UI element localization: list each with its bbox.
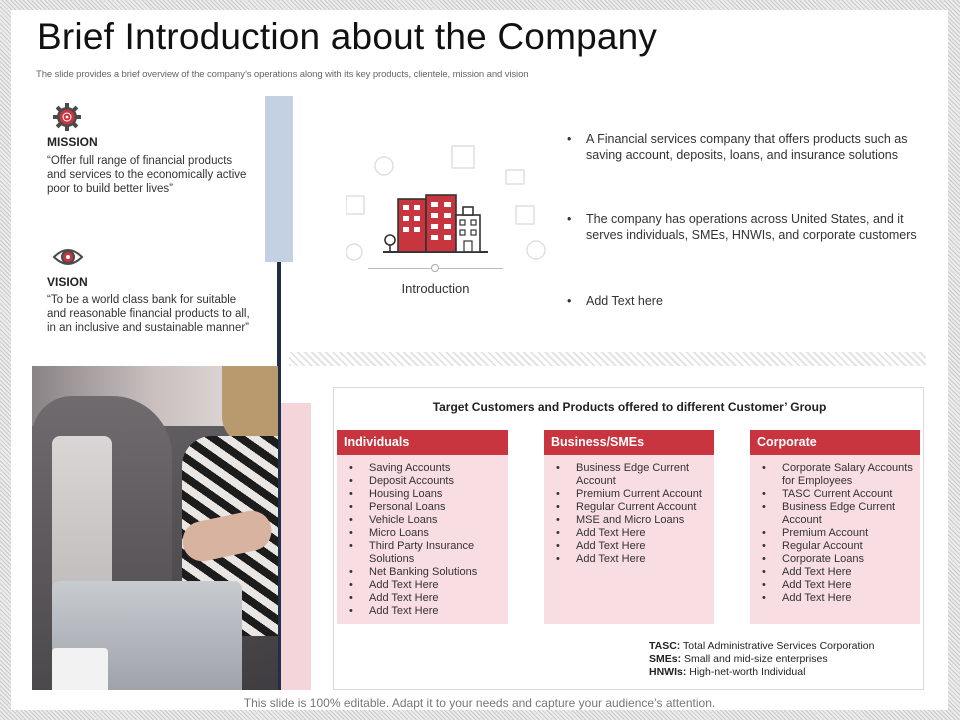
abbreviation-note: SMEs: Small and mid-size enterprises xyxy=(649,653,828,665)
overview-bullet: • The company has operations across United States, and it serves individuals, SMEs, HNWIs, and corporate customers xyxy=(567,212,917,242)
slide xyxy=(11,10,948,710)
list-item: • Saving Accounts xyxy=(349,462,504,475)
list-item: • Add Text Here xyxy=(556,553,710,566)
page-subtitle: The slide provides a brief overview of the company’s operations along with its key products, clientele, mission and vision xyxy=(36,69,529,80)
overview-bullet: • A Financial services company that offers products such as saving account, deposits, loans, and insurance solutions xyxy=(567,132,908,162)
abbreviation-note: HNWIs: High-net-worth Individual xyxy=(649,666,806,678)
list-item: • TASC Current Account xyxy=(762,488,916,501)
overview-bullet: • Add Text here xyxy=(567,294,663,308)
page-title: Brief Introduction about the Company xyxy=(37,16,658,57)
list-item: • Premium Account xyxy=(762,527,916,540)
decorative-pink-block xyxy=(281,403,311,690)
decorative-blue-bar xyxy=(265,96,293,262)
business-meeting-photo xyxy=(32,366,278,690)
column-individuals xyxy=(337,430,508,624)
building-icon xyxy=(383,193,488,255)
column-heading: Business/SMEs xyxy=(544,430,714,455)
footer-note: This slide is 100% editable. Adapt it to your needs and capture your audience’s attention. xyxy=(243,696,716,710)
list-item: • Add Text Here xyxy=(762,592,916,605)
list-item: • Add Text Here xyxy=(762,579,916,592)
list-item: • Vehicle Loans xyxy=(349,514,504,527)
list-item: • Regular Current Account xyxy=(556,501,710,514)
list-item: • Corporate Salary Accounts for Employees xyxy=(762,462,916,488)
list-item: • Micro Loans xyxy=(349,527,504,540)
list-item: • Add Text Here xyxy=(556,540,710,553)
column-heading: Corporate xyxy=(750,430,920,455)
list-item: • MSE and Micro Loans xyxy=(556,514,710,527)
column-corporate xyxy=(750,430,920,624)
products-title: Target Customers and Products offered to different Customer’ Group xyxy=(432,400,827,414)
list-item: • Add Text Here xyxy=(349,579,504,592)
hatched-divider xyxy=(289,352,926,366)
vision-text: “To be a world class bank for suitable and reasonable financial products to all, in an inclusive and sustainable manner” xyxy=(47,294,250,334)
introduction-dot xyxy=(431,264,439,272)
list-item: • Deposit Accounts xyxy=(349,475,504,488)
eye-icon xyxy=(52,242,82,272)
introduction-label: Introduction xyxy=(401,281,470,296)
mission-heading: MISSION xyxy=(47,135,98,149)
mission-text: “Offer full range of financial products and services to the economically active poor to build better lives” xyxy=(47,155,247,195)
list-item: • Third Party Insurance Solutions xyxy=(349,540,504,566)
abbreviation-note: TASC: Total Administrative Services Corporation xyxy=(649,640,875,652)
column-business-smes xyxy=(544,430,714,624)
list-item: • Premium Current Account xyxy=(556,488,710,501)
list-item: • Add Text Here xyxy=(349,592,504,605)
column-heading: Individuals xyxy=(337,430,508,455)
list-item: • Corporate Loans xyxy=(762,553,916,566)
vision-heading: VISION xyxy=(47,275,88,289)
list-item: • Add Text Here xyxy=(349,605,504,618)
list-item: • Net Banking Solutions xyxy=(349,566,504,579)
list-item: • Personal Loans xyxy=(349,501,504,514)
list-item: • Housing Loans xyxy=(349,488,504,501)
list-item: • Add Text Here xyxy=(556,527,710,540)
list-item: • Business Edge Current Account xyxy=(556,462,710,488)
list-item: • Add Text Here xyxy=(762,566,916,579)
gear-target-icon xyxy=(52,102,82,132)
list-item: • Business Edge Current Account xyxy=(762,501,916,527)
list-item: • Regular Account xyxy=(762,540,916,553)
